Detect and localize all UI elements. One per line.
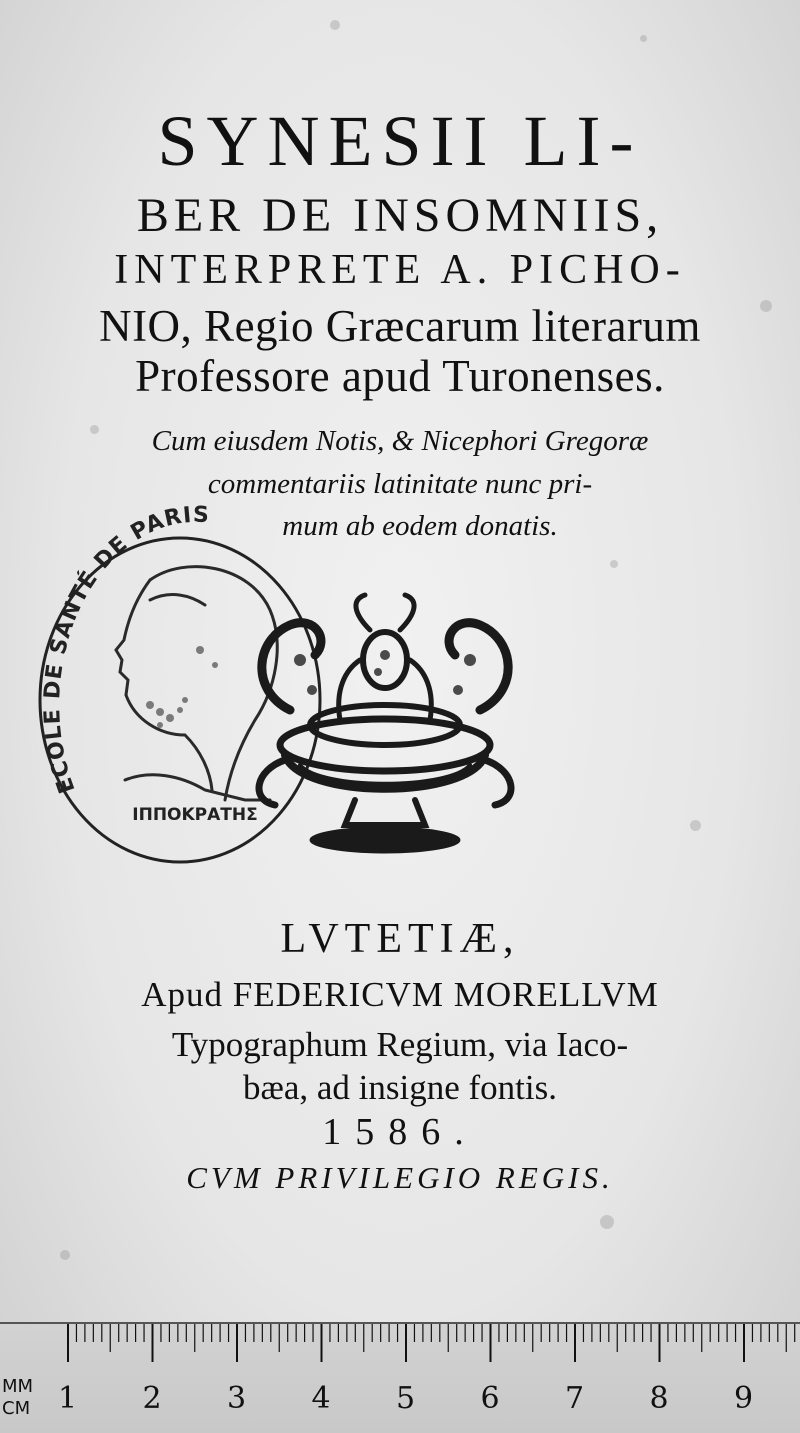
ruler-number: 6 [480, 1381, 500, 1416]
ruler-number: 9 [734, 1381, 754, 1416]
imprint-printer: Apud FEDERICVM MORELLVM [141, 975, 659, 1014]
title-line-2: BER DE INSOMNIIS, [136, 189, 664, 242]
ruler-number: 2 [142, 1381, 162, 1416]
title-line-4: NIO, Regio Græcarum literarum [99, 301, 701, 351]
title-line-5: Professore apud Turonenses. [135, 351, 665, 401]
fountain-device-icon [259, 595, 511, 853]
subtitle-line-2: commentariis latinitate nunc pri- [207, 468, 593, 500]
stamp-portrait-name: ΙΠΠΟΚΡΑΤΗΣ [132, 805, 258, 825]
ruler-number: 3 [227, 1381, 247, 1416]
ruler-graphic [0, 1324, 800, 1433]
title-line-1: SYNESII LI- [157, 101, 643, 181]
ruler-unit-cm: CM [2, 1398, 31, 1419]
subtitle-line-1: Cum eiusdem Notis, & Nicephori Gregoræ [151, 425, 649, 457]
title-line-3: INTERPRETE A. PICHO- [114, 247, 686, 293]
imprint-place: LVTETIÆ, [280, 916, 520, 962]
stamp-circular-text: ECOLE DE SANTÉ DE PARIS [40, 502, 211, 797]
ruler-numbers [58, 1381, 753, 1416]
hippocrates-portrait-icon [116, 567, 277, 800]
imprint-address-1: Typographum Regium, via Iaco- [171, 1025, 629, 1064]
ruler-number: 8 [649, 1381, 669, 1416]
ruler-ticks [68, 1324, 795, 1362]
ruler-unit-mm: MM [2, 1376, 34, 1397]
imprint-address-2: bæa, ad insigne fontis. [243, 1068, 557, 1107]
imprint-privilege: CVM PRIVILEGIO REGIS. [186, 1160, 614, 1195]
measuring-ruler [0, 1322, 800, 1433]
ruler-number: 4 [311, 1381, 331, 1416]
ruler-number: 5 [396, 1381, 416, 1416]
ruler-number: 7 [565, 1381, 585, 1416]
ruler-number: 1 [58, 1381, 78, 1416]
imprint-year: 1586. [322, 1111, 478, 1153]
subtitle-line-3: mum ab eodem donatis. [282, 510, 558, 542]
beard-shading [146, 646, 218, 728]
